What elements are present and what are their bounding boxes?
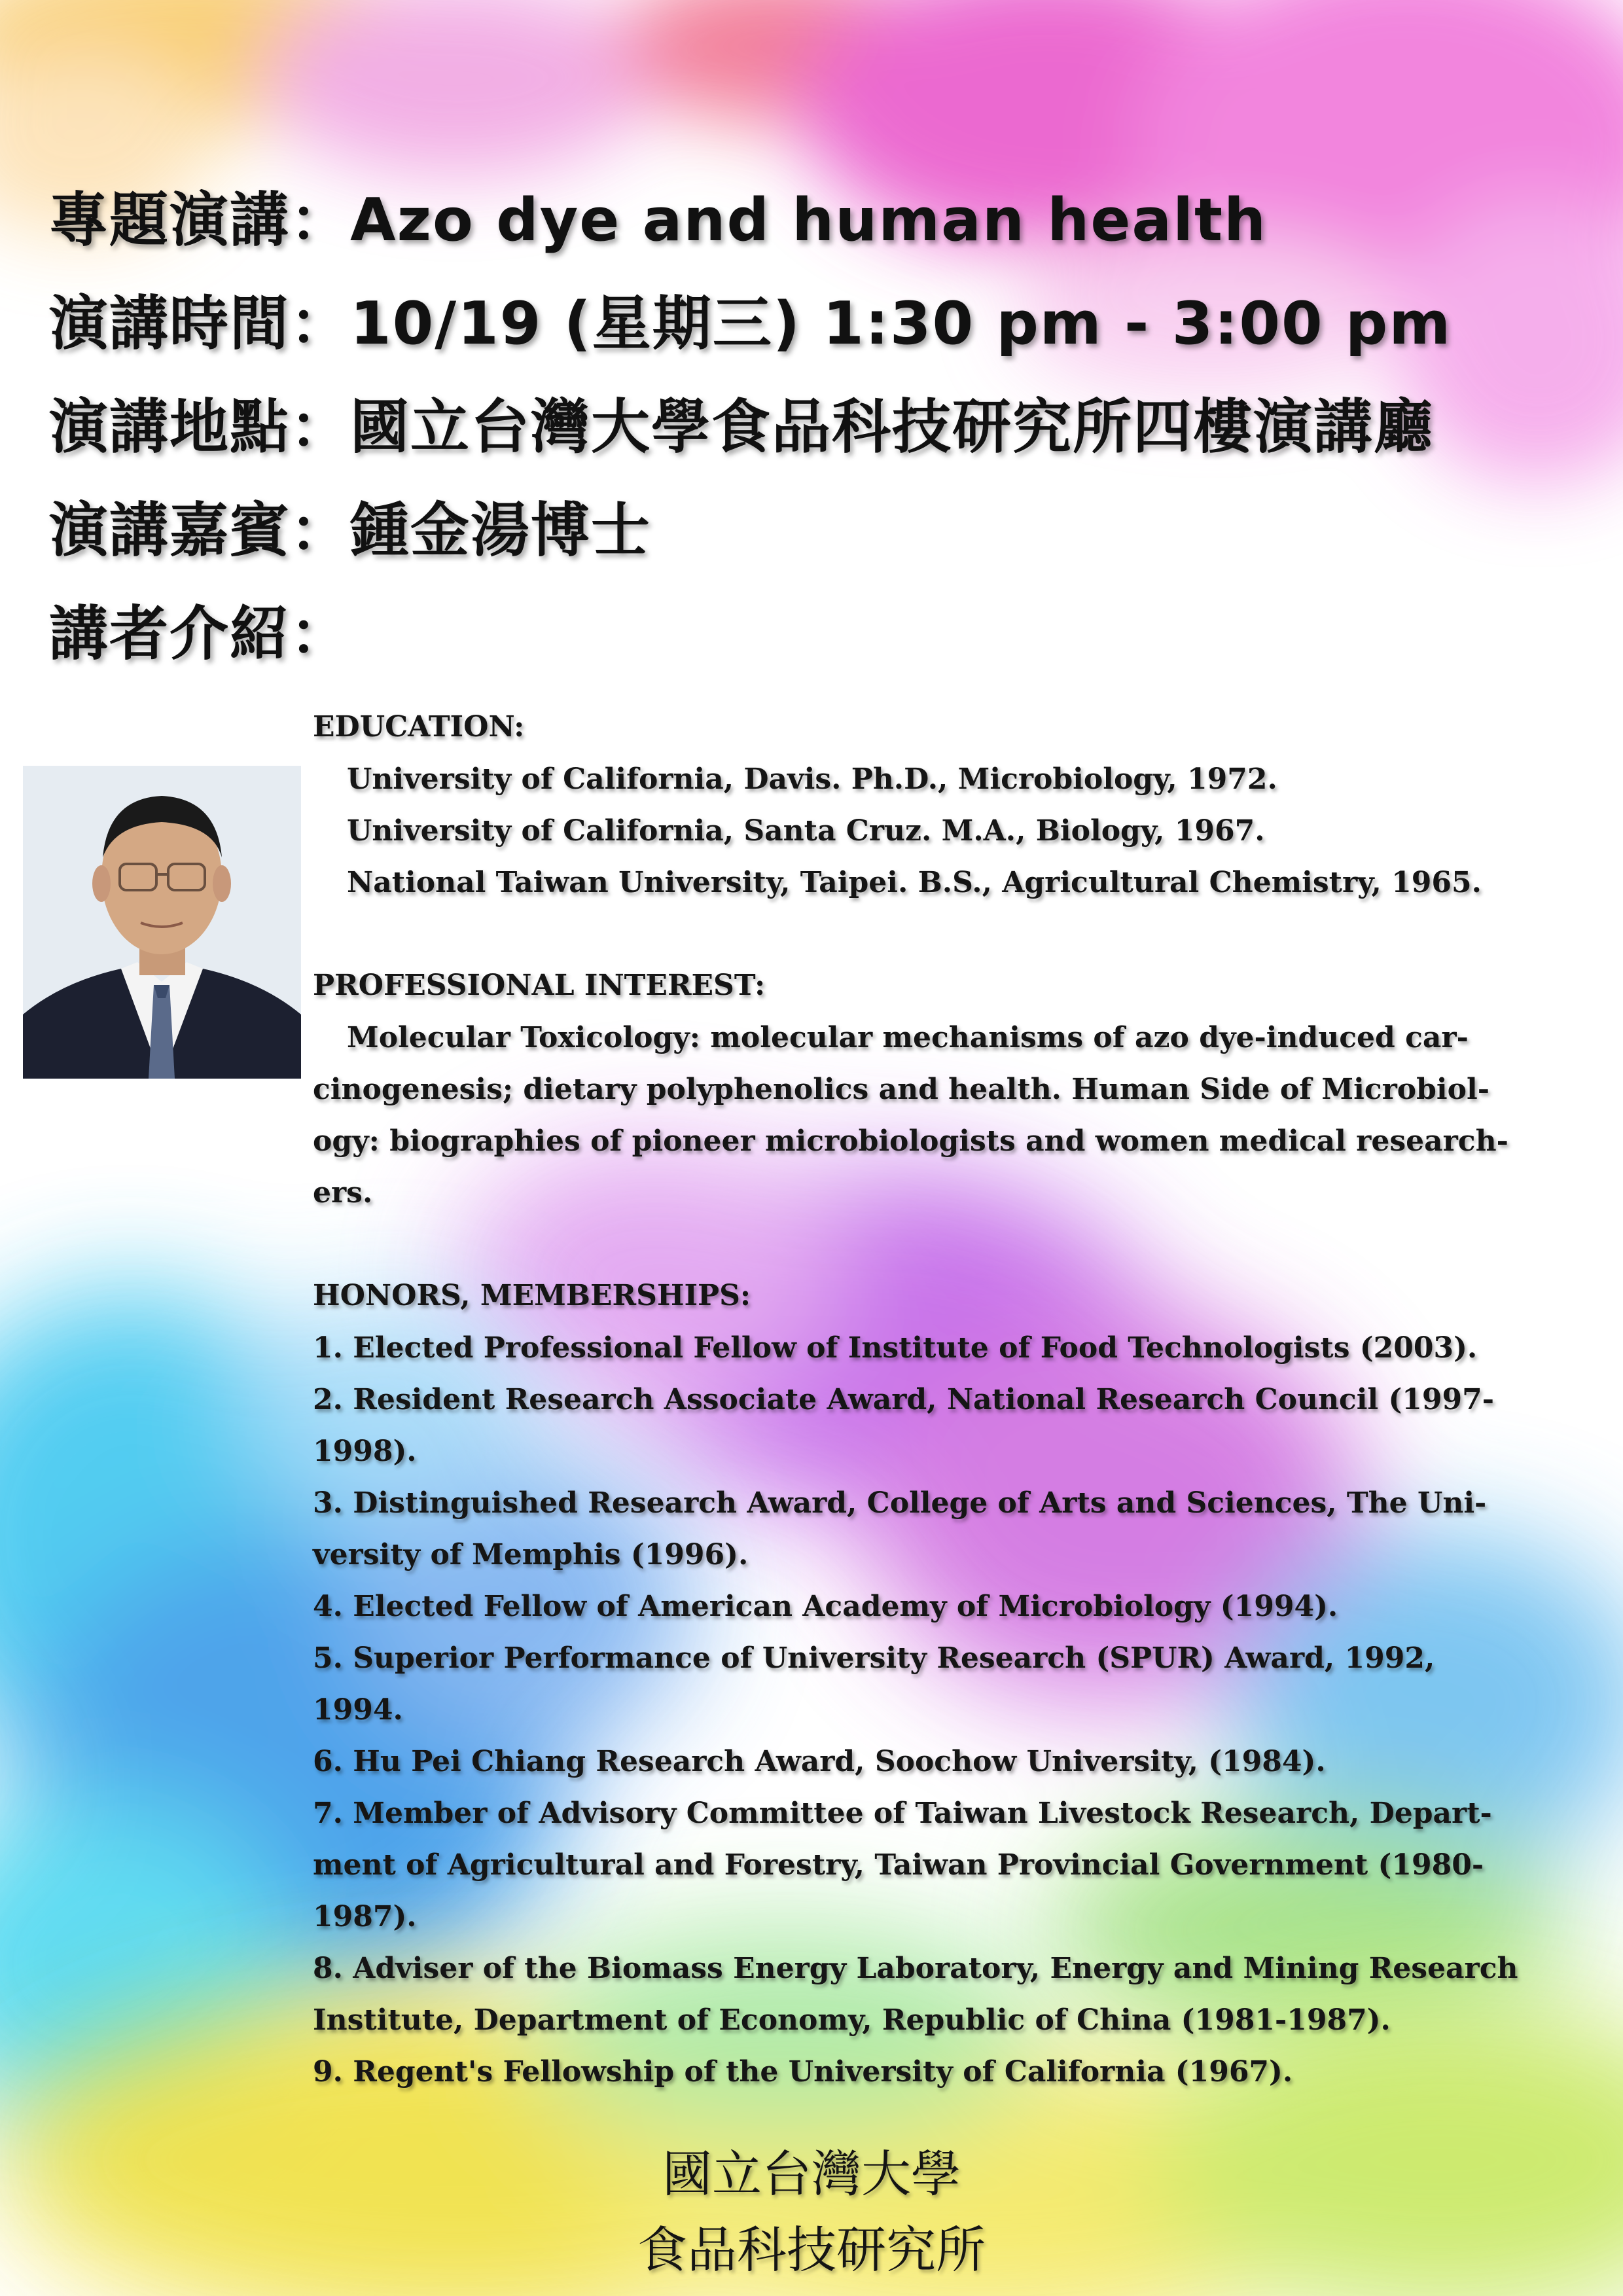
- location-label: 演講地點：: [49, 393, 350, 461]
- honors-line: 4. Elected Fellow of American Academy of Microbiology (1994).: [313, 1590, 1338, 1623]
- honors-line: 1994.: [313, 1693, 403, 1727]
- footer-university: 國立台灣大學: [662, 2145, 961, 2203]
- honors-title: HONORS, MEMBERSHIPS:: [313, 1279, 751, 1312]
- interest-line: ogy: biographies of pioneer microbiologists and women medical research-: [313, 1124, 1508, 1158]
- education-item: National Taiwan University, Taipei. B.S., Agricultural Chemistry, 1965.: [347, 866, 1482, 899]
- honors-line: 1. Elected Professional Fellow of Institute of Food Technologists (2003).: [313, 1331, 1478, 1365]
- location-line: [49, 385, 1594, 470]
- speaker-photo: [23, 766, 301, 1079]
- interest-line: Molecular Toxicology: molecular mechanisms of azo dye-induced car-: [347, 1021, 1469, 1054]
- education-title: EDUCATION:: [313, 710, 525, 744]
- topic-line: [49, 178, 1594, 263]
- honors-line: 6. Hu Pei Chiang Research Award, Soochow University, (1984).: [313, 1745, 1326, 1778]
- honors-line: 3. Distinguished Research Award, College of Arts and Sciences, The Uni-: [313, 1486, 1487, 1520]
- honors-line: 9. Regent's Fellowship of the University of California (1967).: [313, 2055, 1293, 2089]
- topic-label: 專題演講：: [49, 186, 350, 255]
- honors-line: 1998).: [313, 1435, 417, 1468]
- honors-section: [313, 1270, 1596, 2098]
- interest-line: ers.: [313, 1176, 373, 1210]
- speaker-value: 鍾金湯博士: [350, 496, 651, 565]
- intro-line: [49, 592, 1594, 677]
- honors-line: 7. Member of Advisory Committee of Taiwan Livestock Research, Depart-: [313, 1797, 1492, 1830]
- speaker-label: 演講嘉賓：: [49, 496, 350, 565]
- intro-label: 講者介紹：: [49, 600, 350, 668]
- interest-section: [313, 960, 1596, 1219]
- time-value: 10/19 (星期三) 1:30 pm - 3:00 pm: [350, 289, 1452, 358]
- honors-line: 1987).: [313, 1900, 417, 1933]
- honors-line: 2. Resident Research Associate Award, National Research Council (1997-: [313, 1383, 1495, 1416]
- honors-line: ment of Agricultural and Forestry, Taiwan Provincial Government (1980-: [313, 1848, 1484, 1882]
- time-line: [49, 281, 1594, 367]
- education-item: University of California, Santa Cruz. M.A., Biology, 1967.: [347, 814, 1265, 848]
- footer-institute: 食品科技研究所: [637, 2221, 986, 2279]
- education-item: University of California, Davis. Ph.D., Microbiology, 1972.: [347, 762, 1277, 796]
- interest-title: PROFESSIONAL INTEREST:: [313, 969, 766, 1002]
- education-section: [313, 701, 1596, 908]
- time-label: 演講時間：: [49, 289, 350, 358]
- interest-line: cinogenesis; dietary polyphenolics and health. Human Side of Microbiol-: [313, 1073, 1489, 1106]
- honors-line: versity of Memphis (1996).: [313, 1538, 749, 1571]
- honors-line: Institute, Department of Economy, Republic of China (1981-1987).: [313, 2003, 1391, 2037]
- honors-line: 8. Adviser of the Biomass Energy Laboratory, Energy and Mining Research: [313, 1952, 1518, 1985]
- speaker-line: [49, 488, 1594, 573]
- honors-line: 5. Superior Performance of University Research (SPUR) Award, 1992,: [313, 1641, 1435, 1675]
- location-value: 國立台灣大學食品科技研究所四樓演講廳: [350, 393, 1434, 461]
- topic-value: Azo dye and human health: [350, 186, 1268, 255]
